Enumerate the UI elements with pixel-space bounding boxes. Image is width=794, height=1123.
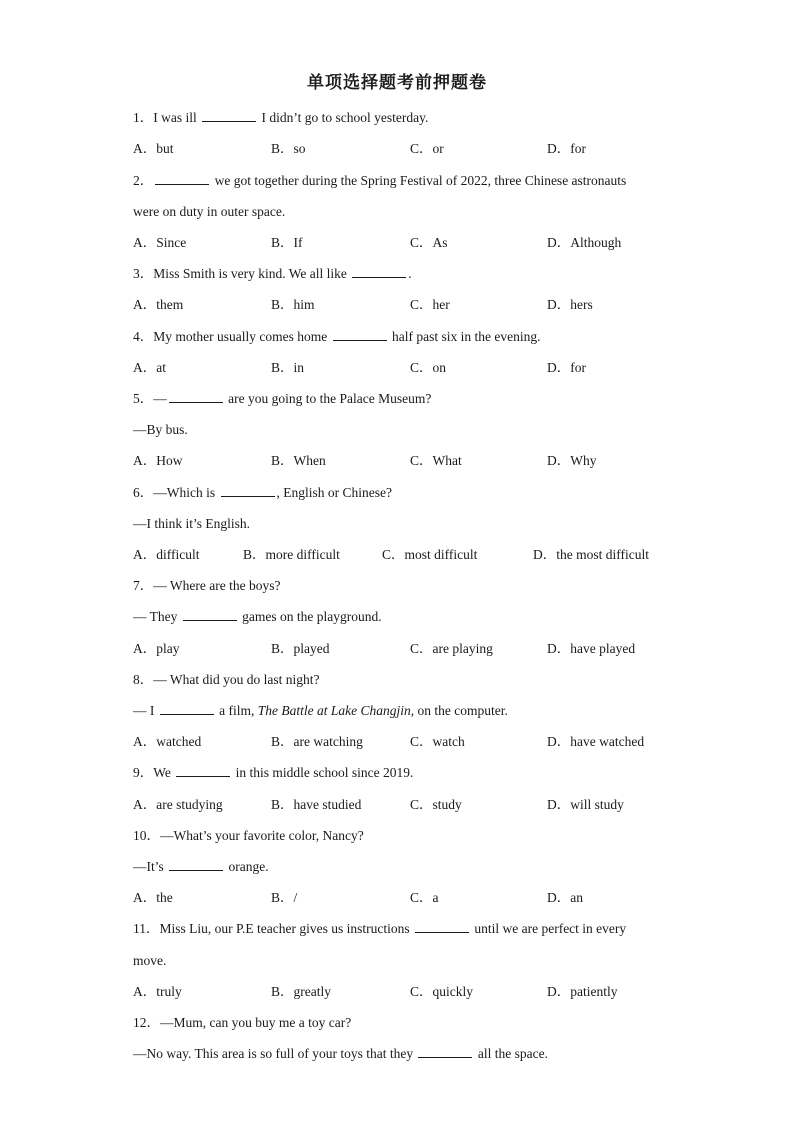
- q4-option-c[interactable]: C．on: [410, 360, 447, 375]
- question-2: 2． we got together during the Spring Festival of 2022, three Chinese astronauts: [133, 173, 627, 188]
- question-10: 10．—What’s your favorite color, Nancy?: [133, 828, 364, 843]
- page-title: 单项选择题考前押题卷: [307, 73, 487, 93]
- q8-option-b[interactable]: B．are watching: [271, 734, 363, 749]
- q5-option-b[interactable]: B．When: [271, 453, 326, 468]
- q3-option-c[interactable]: C．her: [410, 297, 450, 312]
- q1-option-d[interactable]: D．for: [547, 141, 586, 156]
- question-8-line-2: — I a film, The Battle at Lake Changjin, on the computer.: [133, 703, 508, 718]
- question-7: 7．— Where are the boys?: [133, 578, 281, 593]
- q6-option-b[interactable]: B．more difficult: [243, 547, 340, 562]
- q4-option-b[interactable]: B．in: [271, 360, 305, 375]
- question-9: 9．We in this middle school since 2019.: [133, 765, 414, 780]
- question-3: 3．Miss Smith is very kind. We all like .: [133, 266, 412, 281]
- question-6-line-2: —I think it’s English.: [133, 516, 251, 531]
- answer-blank: [333, 329, 387, 341]
- q5-option-c[interactable]: C．What: [410, 453, 462, 468]
- q10-option-d[interactable]: D．an: [547, 890, 583, 905]
- answer-blank: [418, 1046, 472, 1058]
- q2-option-a[interactable]: A．Since: [133, 235, 187, 250]
- question-2-line-2: were on duty in outer space.: [133, 204, 286, 219]
- q7-option-b[interactable]: B．played: [271, 641, 330, 656]
- answer-blank: [202, 110, 256, 122]
- q7-option-a[interactable]: A．play: [133, 641, 180, 656]
- q3-option-b[interactable]: B．him: [271, 297, 315, 312]
- film-title: The Battle at Lake Changjin: [257, 703, 411, 718]
- q2-option-b[interactable]: B．If: [271, 235, 303, 250]
- q10-option-b[interactable]: B．/: [271, 890, 298, 905]
- answer-blank: [415, 921, 469, 933]
- q3-option-d[interactable]: D．hers: [547, 297, 593, 312]
- q10-option-a[interactable]: A．the: [133, 890, 173, 905]
- q11-option-c[interactable]: C．quickly: [410, 984, 473, 999]
- question-1: 1．I was ill I didn’t go to school yesterday.: [133, 110, 429, 125]
- q9-option-c[interactable]: C．study: [410, 797, 462, 812]
- q1-option-b[interactable]: B．so: [271, 141, 306, 156]
- q4-option-d[interactable]: D．for: [547, 360, 586, 375]
- question-10-line-2: —It’s orange.: [133, 859, 269, 874]
- q11-option-d[interactable]: D．patiently: [547, 984, 618, 999]
- answer-blank: [176, 765, 230, 777]
- answer-blank: [169, 859, 223, 871]
- question-11-line-2: move.: [133, 953, 167, 968]
- q5-option-a[interactable]: A．How: [133, 453, 183, 468]
- q5-option-d[interactable]: D．Why: [547, 453, 597, 468]
- question-4: 4．My mother usually comes home half past six in the evening.: [133, 329, 541, 344]
- answer-blank: [155, 173, 209, 185]
- q1-option-c[interactable]: C．or: [410, 141, 444, 156]
- q9-option-d[interactable]: D．will study: [547, 797, 624, 812]
- answer-blank: [352, 266, 406, 278]
- q11-option-b[interactable]: B．greatly: [271, 984, 331, 999]
- answer-blank: [183, 609, 237, 621]
- answer-blank: [221, 485, 275, 497]
- q8-option-c[interactable]: C．watch: [410, 734, 465, 749]
- question-12: 12．—Mum, can you buy me a toy car?: [133, 1015, 352, 1030]
- q9-option-a[interactable]: A．are studying: [133, 797, 223, 812]
- question-5: 5．— are you going to the Palace Museum?: [133, 391, 432, 406]
- q6-option-c[interactable]: C．most difficult: [382, 547, 478, 562]
- q7-option-c[interactable]: C．are playing: [410, 641, 493, 656]
- q2-option-c[interactable]: C．As: [410, 235, 448, 250]
- q6-option-d[interactable]: D．the most difficult: [533, 547, 649, 562]
- q8-option-a[interactable]: A．watched: [133, 734, 202, 749]
- q10-option-c[interactable]: C．a: [410, 890, 439, 905]
- question-8: 8．— What did you do last night?: [133, 672, 320, 687]
- q9-option-b[interactable]: B．have studied: [271, 797, 362, 812]
- question-7-line-2: — They games on the playground.: [133, 609, 382, 624]
- question-6: 6．—Which is , English or Chinese?: [133, 485, 392, 500]
- q1-option-a[interactable]: A．but: [133, 141, 174, 156]
- question-11: 11．Miss Liu, our P.E teacher gives us instructions until we are perfect in every: [133, 921, 627, 936]
- q3-option-a[interactable]: A．them: [133, 297, 184, 312]
- q2-option-d[interactable]: D．Although: [547, 235, 622, 250]
- question-12-line-2: —No way. This area is so full of your toys that they all the space.: [133, 1046, 548, 1061]
- q6-option-a[interactable]: A．difficult: [133, 547, 200, 562]
- q11-option-a[interactable]: A．truly: [133, 984, 182, 999]
- answer-blank: [169, 391, 223, 403]
- q4-option-a[interactable]: A．at: [133, 360, 166, 375]
- question-5-line-2: —By bus.: [133, 422, 188, 437]
- answer-blank: [160, 703, 214, 715]
- q7-option-d[interactable]: D．have played: [547, 641, 636, 656]
- q8-option-d[interactable]: D．have watched: [547, 734, 645, 749]
